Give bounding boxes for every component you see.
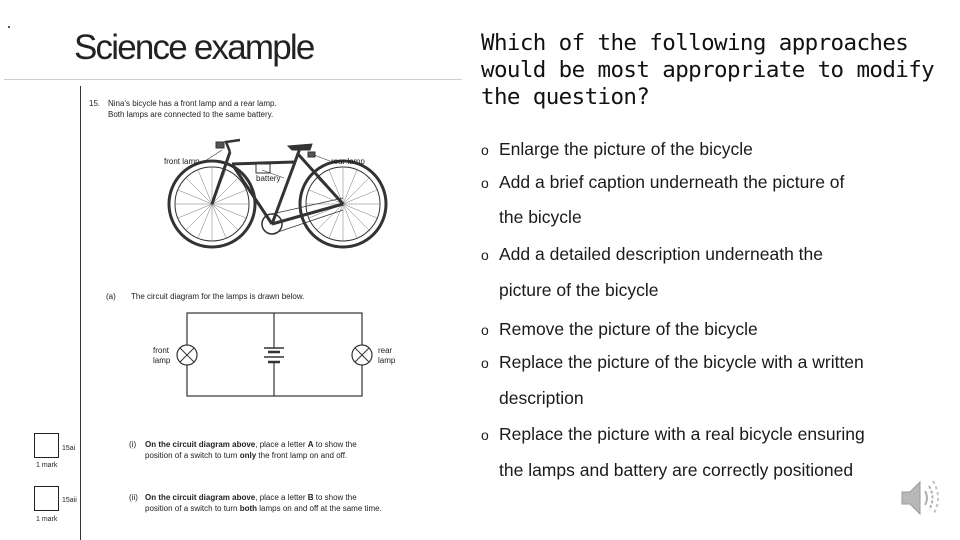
sub-ii-number: (ii) bbox=[129, 493, 138, 502]
answer-box-15aii[interactable] bbox=[34, 486, 59, 511]
exam-intro-line-2: Both lamps are connected to the same battery. bbox=[108, 110, 274, 119]
option-1[interactable] bbox=[481, 138, 753, 161]
speaker-icon[interactable] bbox=[898, 474, 942, 522]
exam-part-a-text: The circuit diagram for the lamps is drawn below. bbox=[131, 292, 305, 301]
exam-question-number: 15. bbox=[89, 99, 101, 108]
title-divider bbox=[4, 79, 462, 80]
mark-label-15ai: 1 mark bbox=[36, 462, 58, 469]
exam-label-front-lamp: front lamp bbox=[164, 157, 200, 166]
sub-i-line-2: position of a switch to turn only the front lamp on and off. bbox=[145, 451, 348, 460]
circuit-diagram bbox=[150, 306, 410, 406]
option-6[interactable] bbox=[481, 423, 865, 446]
option-6-continuation: the lamps and battery are correctly positioned bbox=[499, 460, 854, 480]
circuit-rear-label-1: rear bbox=[378, 346, 393, 355]
sub-i-line-1: On the circuit diagram above, place a letter A to show the bbox=[145, 440, 357, 449]
option-5[interactable] bbox=[481, 351, 864, 374]
option-text: Enlarge the picture of the bicycle bbox=[499, 139, 753, 159]
option-3[interactable] bbox=[481, 243, 823, 266]
sub-ii-line-1: On the circuit diagram above, place a letter B to show the bbox=[145, 493, 357, 502]
option-text: Replace the picture with a real bicycle ensuring bbox=[499, 424, 865, 444]
circuit-front-label-2: lamp bbox=[153, 356, 171, 365]
option-bullet: o bbox=[481, 175, 489, 191]
option-3-continuation: picture of the bicycle bbox=[499, 280, 659, 300]
exam-intro-line-1: Nina's bicycle has a front lamp and a rear lamp. bbox=[108, 99, 277, 108]
option-text: Add a detailed description underneath the bbox=[499, 244, 823, 264]
question-code-15aii: 15aii bbox=[62, 497, 77, 504]
option-bullet: o bbox=[481, 427, 489, 443]
circuit-rear-label-2: lamp bbox=[378, 356, 396, 365]
question-text: Which of the following approaches would be most appropriate to modify the question? bbox=[481, 30, 935, 110]
option-text: Remove the picture of the bicycle bbox=[499, 319, 758, 339]
question-code-15ai: 15ai bbox=[62, 445, 76, 452]
option-2-continuation: the bicycle bbox=[499, 207, 582, 227]
option-text: Add a brief caption underneath the picture of bbox=[499, 172, 845, 192]
option-bullet: o bbox=[481, 322, 489, 338]
exam-label-battery: battery bbox=[256, 174, 281, 183]
option-bullet: o bbox=[481, 247, 489, 263]
option-bullet: o bbox=[481, 142, 489, 158]
option-bullet: o bbox=[481, 355, 489, 371]
sub-i-number: (i) bbox=[129, 440, 137, 449]
exam-label-pointers bbox=[0, 82, 460, 212]
exam-page-image bbox=[0, 82, 460, 540]
sub-ii-line-2: position of a switch to turn both lamps on and off at the same time. bbox=[145, 504, 382, 513]
corner-dot bbox=[8, 26, 10, 28]
option-text: Replace the picture of the bicycle with a written bbox=[499, 352, 864, 372]
exam-part-a-label: (a) bbox=[106, 292, 116, 301]
mark-label-15aii: 1 mark bbox=[36, 516, 58, 523]
circuit-front-label-1: front bbox=[153, 346, 170, 355]
exam-label-rear-lamp: rear lamp bbox=[331, 157, 365, 166]
option-4[interactable] bbox=[481, 318, 758, 341]
option-5-continuation: description bbox=[499, 388, 584, 408]
answer-box-15ai[interactable] bbox=[34, 433, 59, 458]
slide-title: Science example bbox=[74, 28, 314, 67]
option-2[interactable] bbox=[481, 171, 844, 194]
